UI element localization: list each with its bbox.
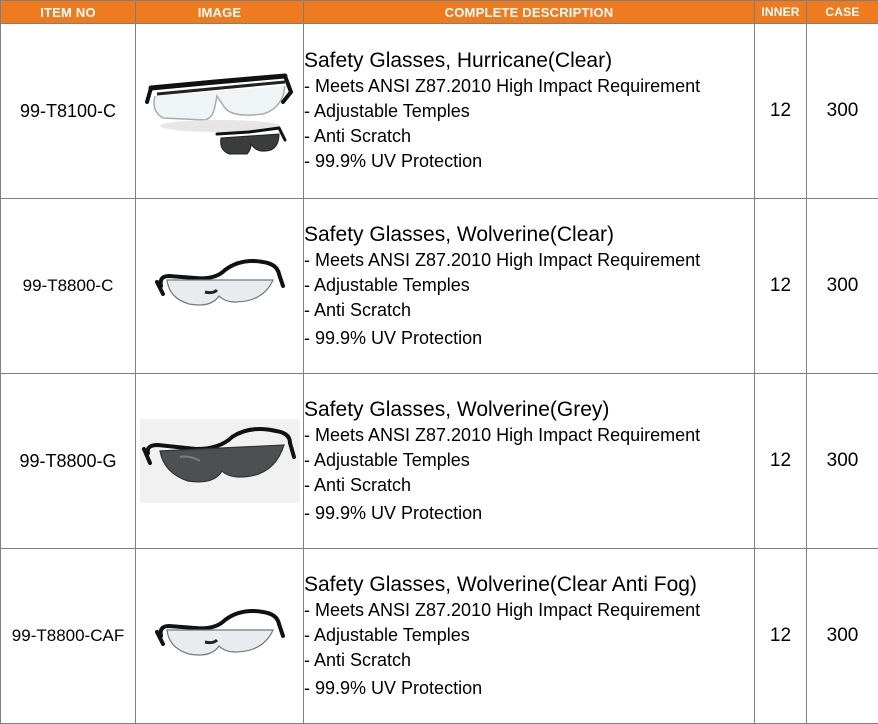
feature-scratch: - Anti Scratch (304, 126, 412, 146)
safety-glasses-hurricane-clear-icon (145, 56, 295, 166)
safety-glasses-wolverine-grey-icon (140, 419, 300, 503)
header-inner: INNER (755, 1, 807, 24)
inner-qty: 12 (755, 24, 807, 199)
product-image-cell (136, 549, 304, 724)
product-image-cell (136, 199, 304, 374)
product-image-cell (136, 24, 304, 199)
description-cell (304, 24, 755, 199)
item-number: 99-T8800-C (1, 199, 136, 374)
feature-impact: - Meets ANSI Z87.2010 High Impact Requirement (304, 424, 701, 445)
feature-temples: - Adjustable Temples (304, 624, 470, 645)
feature-temples: - Adjustable Temples (304, 274, 470, 295)
case-qty: 300 (807, 374, 878, 549)
feature-uv: - 99.9% UV Protection (304, 502, 483, 523)
header-description: COMPLETE DESCRIPTION (304, 1, 755, 24)
inner-qty: 12 (755, 199, 807, 374)
case-qty: 300 (807, 549, 878, 724)
feature-temples: - Adjustable Temples (304, 449, 470, 470)
inner-qty: 12 (755, 374, 807, 549)
description-cell (304, 199, 755, 374)
item-number: 99-T8800-CAF (1, 549, 136, 724)
description-cell (304, 374, 755, 549)
product-title: Safety Glasses, Wolverine(Grey) (304, 397, 610, 421)
feature-scratch: - Anti Scratch (304, 649, 412, 670)
case-qty: 300 (807, 24, 878, 199)
safety-glasses-wolverine-clear-icon (155, 256, 285, 316)
table-row (1, 199, 878, 374)
safety-glasses-wolverine-clear-anti-fog-icon (155, 606, 285, 666)
feature-impact: - Meets ANSI Z87.2010 High Impact Requirement (304, 76, 701, 96)
description-cell (304, 549, 755, 724)
item-number: 99-T8100-C (1, 24, 136, 199)
table-row (1, 374, 878, 549)
feature-uv: - 99.9% UV Protection (304, 677, 483, 698)
header-case: CASE (807, 1, 878, 24)
feature-impact: - Meets ANSI Z87.2010 High Impact Requirement (304, 249, 701, 270)
header-image: IMAGE (136, 1, 304, 24)
table-row (1, 24, 878, 199)
feature-temples: - Adjustable Temples (304, 101, 470, 121)
table-row (1, 549, 878, 724)
product-title: Safety Glasses, Hurricane(Clear) (304, 49, 613, 72)
inner-qty: 12 (755, 549, 807, 724)
product-image-cell (136, 374, 304, 549)
case-qty: 300 (807, 199, 878, 374)
product-title: Safety Glasses, Wolverine(Clear) (304, 222, 615, 246)
item-number: 99-T8800-G (1, 374, 136, 549)
feature-scratch: - Anti Scratch (304, 299, 412, 320)
feature-impact: - Meets ANSI Z87.2010 High Impact Requirement (304, 599, 701, 620)
feature-uv: - 99.9% UV Protection (304, 327, 483, 348)
feature-uv: - 99.9% UV Protection (304, 151, 483, 171)
header-item-no: ITEM NO (1, 1, 136, 24)
product-title: Safety Glasses, Wolverine(Clear Anti Fog) (304, 572, 697, 596)
feature-scratch: - Anti Scratch (304, 474, 412, 495)
header-row (1, 1, 878, 24)
